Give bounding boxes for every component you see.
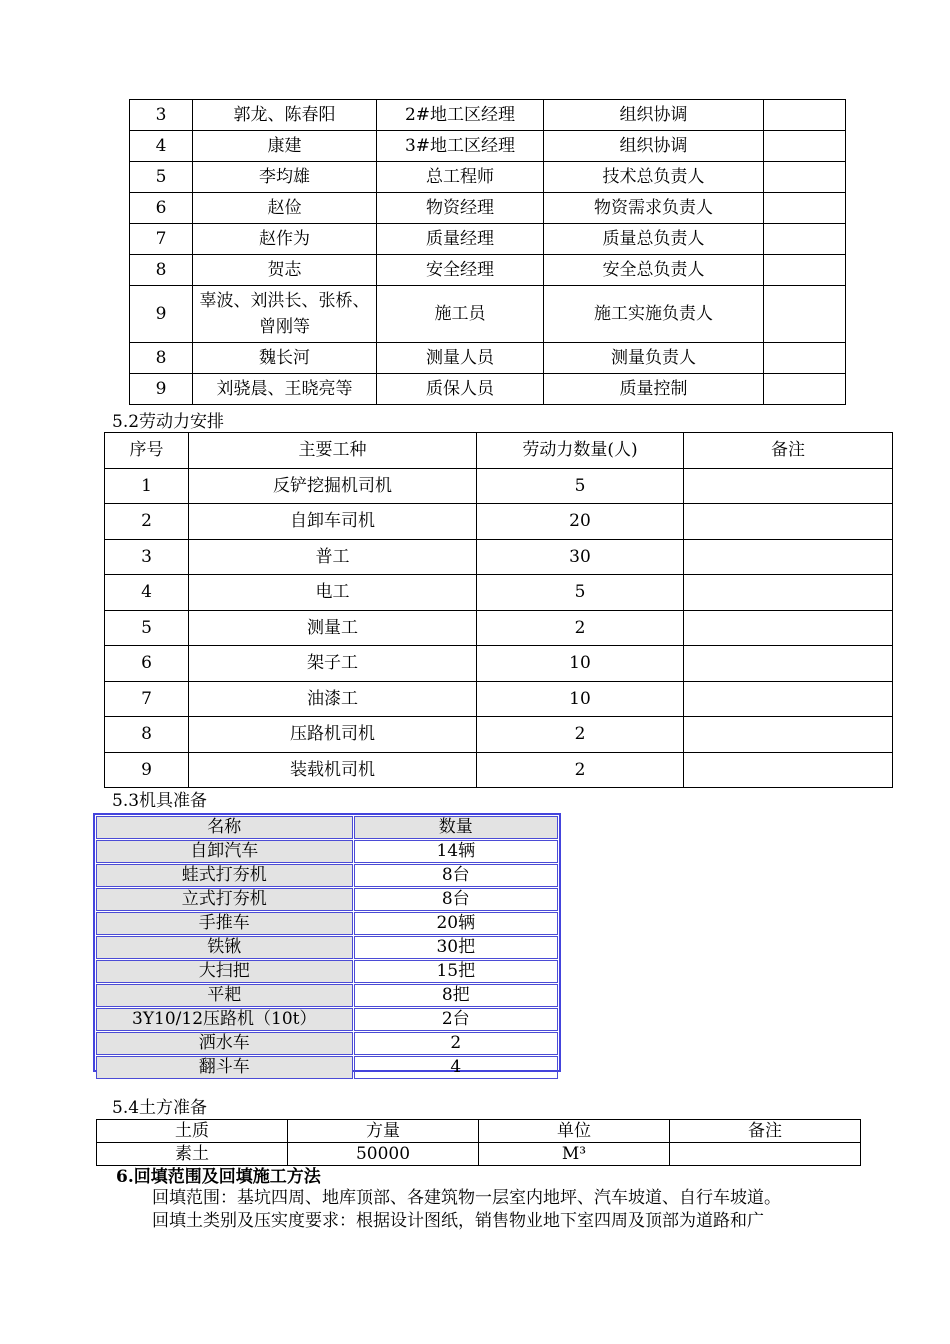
table-cell: 蛙式打夯机 [96, 864, 353, 887]
table-cell [764, 193, 846, 224]
table-row [96, 936, 558, 959]
table-row [105, 468, 893, 504]
paragraph-backfill-scope: 回填范围：基坑四周、地库顶部、各建筑物一层室内地坪、汽车坡道、自行车坡道。 [152, 1188, 781, 1208]
equipment-table-frame [93, 813, 561, 1077]
table-row [105, 681, 893, 717]
table-cell: 安全总负责人 [544, 255, 764, 286]
table-row [105, 610, 893, 646]
table-cell [764, 343, 846, 374]
header-cell: 方量 [288, 1120, 479, 1143]
table-cell [764, 224, 846, 255]
table-row [130, 343, 846, 374]
table-row [130, 131, 846, 162]
table-cell: 组织协调 [544, 100, 764, 131]
header-cell: 数量 [354, 816, 558, 839]
table-cell: 油漆工 [189, 681, 477, 717]
table-cell: 8 [130, 255, 193, 286]
table-row [130, 100, 846, 131]
table-cell: 2 [477, 717, 684, 753]
table-cell: 9 [105, 752, 189, 788]
table-cell: 贺志 [193, 255, 377, 286]
table-row [96, 1032, 558, 1055]
table-cell [670, 1143, 861, 1166]
table-cell: 15把 [354, 960, 558, 983]
table-cell: 3 [105, 539, 189, 575]
table-cell: 5 [130, 162, 193, 193]
section-heading-backfill: 6.回填范围及回填施工方法 [116, 1167, 321, 1187]
table-cell: 7 [105, 681, 189, 717]
table-cell: 组织协调 [544, 131, 764, 162]
table-cell [684, 717, 893, 753]
table-cell: 质量总负责人 [544, 224, 764, 255]
table-row [130, 162, 846, 193]
table-cell: 3Y10/12压路机（10t） [96, 1008, 353, 1031]
header-cell: 备注 [670, 1120, 861, 1143]
table-cell: 物资经理 [377, 193, 544, 224]
table-cell: 6 [105, 646, 189, 682]
table-cell: 施工员 [377, 286, 544, 343]
table-cell: 9 [130, 374, 193, 405]
table-cell: 5 [105, 610, 189, 646]
table-row [96, 888, 558, 911]
table-row [96, 960, 558, 983]
table-row [96, 1056, 558, 1079]
table-cell: 翻斗车 [96, 1056, 353, 1079]
table-cell: 大扫把 [96, 960, 353, 983]
table-cell: 质量经理 [377, 224, 544, 255]
table-cell [684, 610, 893, 646]
section-heading-labor: 5.2劳动力安排 [112, 412, 225, 432]
table-cell [684, 539, 893, 575]
table-cell: 架子工 [189, 646, 477, 682]
table-cell: 8台 [354, 864, 558, 887]
table-cell: 洒水车 [96, 1032, 353, 1055]
table-cell: 14辆 [354, 840, 558, 863]
table-cell: 4 [130, 131, 193, 162]
labor-table [104, 432, 893, 788]
table-cell: 8台 [354, 888, 558, 911]
table-cell [764, 100, 846, 131]
table-cell: 装载机司机 [189, 752, 477, 788]
table-cell: 3#地工区经理 [377, 131, 544, 162]
table-cell: 电工 [189, 575, 477, 611]
table-cell: 质量控制 [544, 374, 764, 405]
table-cell [684, 575, 893, 611]
table-cell: 30把 [354, 936, 558, 959]
table-cell: 质保人员 [377, 374, 544, 405]
table-cell: 赵作为 [193, 224, 377, 255]
table-cell: 物资需求负责人 [544, 193, 764, 224]
table-cell [764, 162, 846, 193]
table-cell: 自卸车司机 [189, 504, 477, 540]
table-cell: 2 [105, 504, 189, 540]
table-cell [684, 681, 893, 717]
table-cell [684, 504, 893, 540]
table-cell: 魏长河 [193, 343, 377, 374]
table-cell: 反铲挖掘机司机 [189, 468, 477, 504]
table-cell: 2台 [354, 1008, 558, 1031]
table-cell: 4 [354, 1056, 558, 1079]
table-cell: 6 [130, 193, 193, 224]
table-cell: 3 [130, 100, 193, 131]
table-cell [764, 374, 846, 405]
table-row [97, 1143, 861, 1166]
table-header-row [96, 816, 558, 839]
table-row [105, 752, 893, 788]
table-row [130, 374, 846, 405]
header-cell: 劳动力数量(人) [477, 433, 684, 469]
table-cell: 8 [105, 717, 189, 753]
table-cell: 1 [105, 468, 189, 504]
table-cell: 技术总负责人 [544, 162, 764, 193]
table-cell: 30 [477, 539, 684, 575]
table-cell: 2 [354, 1032, 558, 1055]
table-cell: 2 [477, 610, 684, 646]
earthwork-table [96, 1119, 861, 1166]
table-cell: 5 [477, 468, 684, 504]
table-cell: 测量人员 [377, 343, 544, 374]
table-row [96, 840, 558, 863]
staff-table [129, 99, 846, 405]
header-cell: 序号 [105, 433, 189, 469]
paragraph-backfill-requirements: 回填土类别及压实度要求：根据设计图纸，销售物业地下室四周及顶部为道路和广 [152, 1211, 764, 1231]
header-cell: 单位 [479, 1120, 670, 1143]
table-cell: 8 [130, 343, 193, 374]
table-cell: 2 [477, 752, 684, 788]
table-cell: 铁锹 [96, 936, 353, 959]
header-cell: 备注 [684, 433, 893, 469]
table-row [105, 539, 893, 575]
table-cell [684, 646, 893, 682]
table-cell: 20辆 [354, 912, 558, 935]
table-header-row [97, 1120, 861, 1143]
header-cell: 主要工种 [189, 433, 477, 469]
table-row [105, 646, 893, 682]
table-cell: 自卸汽车 [96, 840, 353, 863]
section-heading-earthwork: 5.4土方准备 [112, 1098, 208, 1118]
table-cell: 50000 [288, 1143, 479, 1166]
table-row [96, 984, 558, 1007]
equipment-table [95, 815, 559, 1080]
table-row [96, 1008, 558, 1031]
table-cell [684, 468, 893, 504]
header-cell: 土质 [97, 1120, 288, 1143]
table-cell [764, 255, 846, 286]
table-cell: 普工 [189, 539, 477, 575]
section-heading-equipment: 5.3机具准备 [112, 791, 208, 811]
table-cell: 郭龙、陈春阳 [193, 100, 377, 131]
table-cell: 9 [130, 286, 193, 343]
table-cell [764, 286, 846, 343]
table-cell: 安全经理 [377, 255, 544, 286]
table-cell: 赵俭 [193, 193, 377, 224]
table-cell: M³ [479, 1143, 670, 1166]
table-row [105, 575, 893, 611]
table-cell [764, 131, 846, 162]
table-cell: 施工实施负责人 [544, 286, 764, 343]
table-cell: 10 [477, 646, 684, 682]
table-cell [684, 752, 893, 788]
table-row [130, 224, 846, 255]
table-cell: 刘骁晨、王晓亮等 [193, 374, 377, 405]
table-cell: 测量负责人 [544, 343, 764, 374]
table-cell: 10 [477, 681, 684, 717]
table-cell: 4 [105, 575, 189, 611]
table-cell: 总工程师 [377, 162, 544, 193]
table-cell: 压路机司机 [189, 717, 477, 753]
table-cell: 测量工 [189, 610, 477, 646]
table-row [130, 255, 846, 286]
table-cell: 李均雄 [193, 162, 377, 193]
table-row [130, 286, 846, 343]
table-cell: 平耙 [96, 984, 353, 1007]
table-cell: 8把 [354, 984, 558, 1007]
table-cell: 20 [477, 504, 684, 540]
table-cell: 5 [477, 575, 684, 611]
table-cell: 7 [130, 224, 193, 255]
table-row [105, 504, 893, 540]
table-row [105, 717, 893, 753]
table-header-row [105, 433, 893, 469]
table-cell: 辜波、刘洪长、张桥、曾刚等 [193, 286, 377, 343]
table-cell: 素土 [97, 1143, 288, 1166]
table-row [96, 912, 558, 935]
table-cell: 手推车 [96, 912, 353, 935]
header-cell: 名称 [96, 816, 353, 839]
table-row [130, 193, 846, 224]
table-row [96, 864, 558, 887]
table-cell: 康建 [193, 131, 377, 162]
table-cell: 立式打夯机 [96, 888, 353, 911]
table-cell: 2#地工区经理 [377, 100, 544, 131]
